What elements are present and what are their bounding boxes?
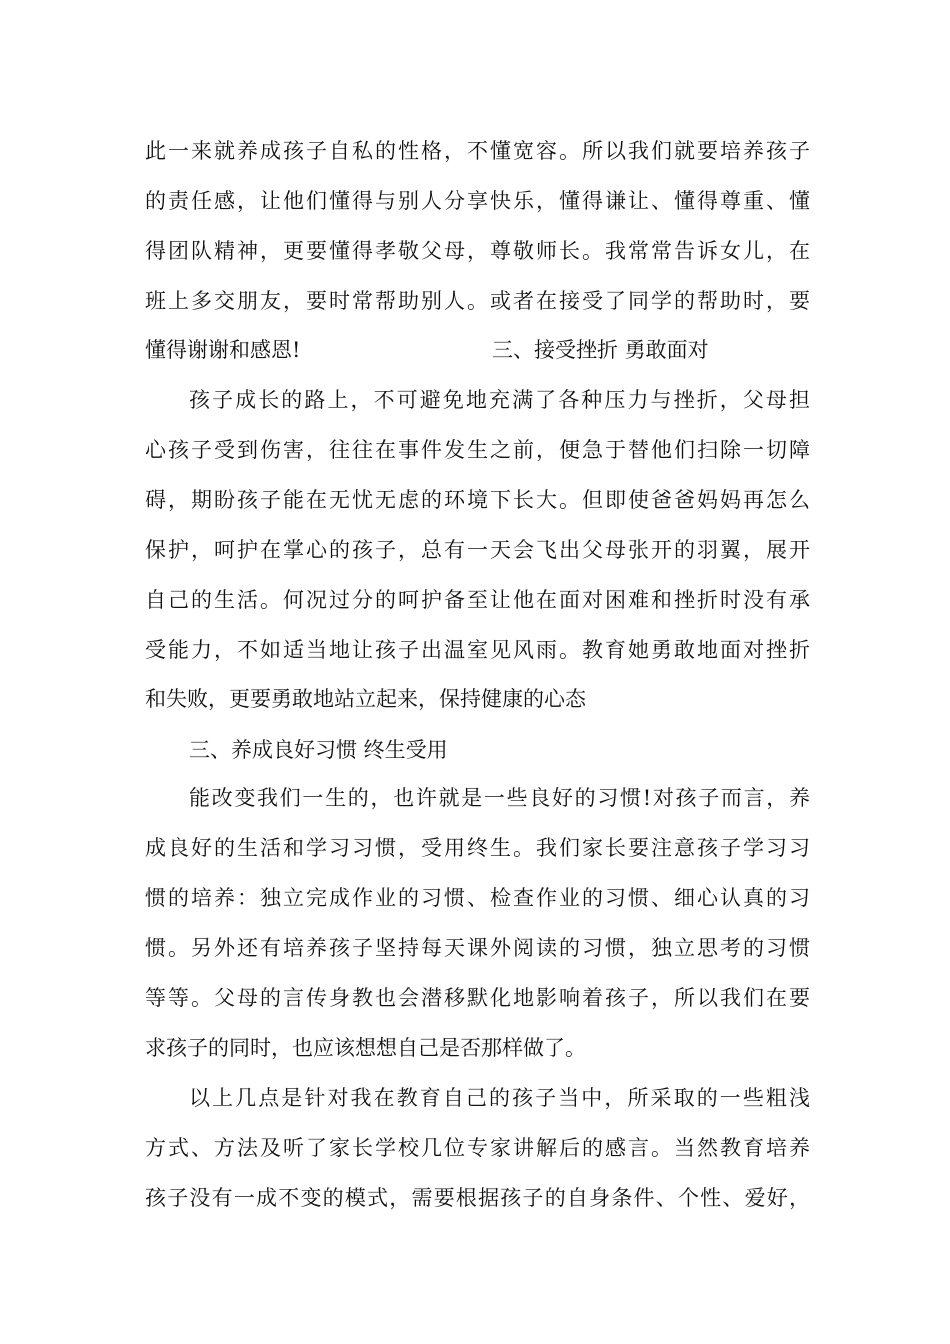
text-line: 求孩子的同时，也应该想想自己是否那样做了。 xyxy=(145,1036,586,1060)
text-line: 保护，呵护在掌心的孩子，总有一天会飞出父母张开的羽翼，展开 xyxy=(145,538,810,562)
text-line: 的责任感，让他们懂得与别人分享快乐，懂得谦让、懂得尊重、懂 xyxy=(145,189,810,213)
text-line: 心孩子受到伤害，往往在事件发生之前，便急于替他们扫除一切障 xyxy=(145,438,810,462)
text-line: 得团队精神，更要懂得孝敬父母，尊敬师长。我常常告诉女儿，在 xyxy=(145,239,810,263)
text-line: 懂得谢谢和感恩! xyxy=(145,338,301,362)
paragraph-first-line: 孩子成长的路上，不可避免地充满了各种压力与挫折，父母担 xyxy=(189,388,810,412)
text-line: 惯的培养：独立完成作业的习惯、检查作业的习惯、细心认真的习 xyxy=(145,886,810,910)
paragraph-first-line: 以上几点是针对我在教育自己的孩子当中，所采取的一些粗浅 xyxy=(189,1086,810,1110)
text-line: 受能力，不如适当地让孩子出温室见风雨。教育她勇敢地面对挫折 xyxy=(145,638,810,662)
text-line: 方式、方法及听了家长学校几位专家讲解后的感言。当然教育培养 xyxy=(145,1136,810,1160)
section-heading: 三、接受挫折 勇敢面对 xyxy=(492,338,709,362)
text-line: 孩子没有一成不变的模式，需要根据孩子的自身条件、个性、爱好， xyxy=(145,1186,810,1210)
text-line: 等等。父母的言传身教也会潜移默化地影响着孩子，所以我们在要 xyxy=(145,986,810,1010)
section-heading: 三、养成良好习惯 终生受用 xyxy=(189,738,448,762)
text-line: 惯。另外还有培养孩子坚持每天课外阅读的习惯，独立思考的习惯 xyxy=(145,936,810,960)
text-line: 成良好的生活和学习习惯，受用终生。我们家长要注意孩子学习习 xyxy=(145,836,810,860)
text-line: 班上多交朋友，要时常帮助别人。或者在接受了同学的帮助时，要 xyxy=(145,289,810,313)
text-line: 自己的生活。何况过分的呵护备至让他在面对困难和挫折时没有承 xyxy=(145,588,810,612)
text-line: 碍，期盼孩子能在无忧无虑的环境下长大。但即使爸爸妈妈再怎么 xyxy=(145,488,810,512)
paragraph-first-line: 能改变我们一生的，也许就是一些良好的习惯!对孩子而言，养 xyxy=(189,786,810,810)
text-line: 此一来就养成孩子自私的性格，不懂宽容。所以我们就要培养孩子 xyxy=(145,139,810,163)
text-line: 和失败，更要勇敢地站立起来，保持健康的心态 xyxy=(145,687,586,711)
